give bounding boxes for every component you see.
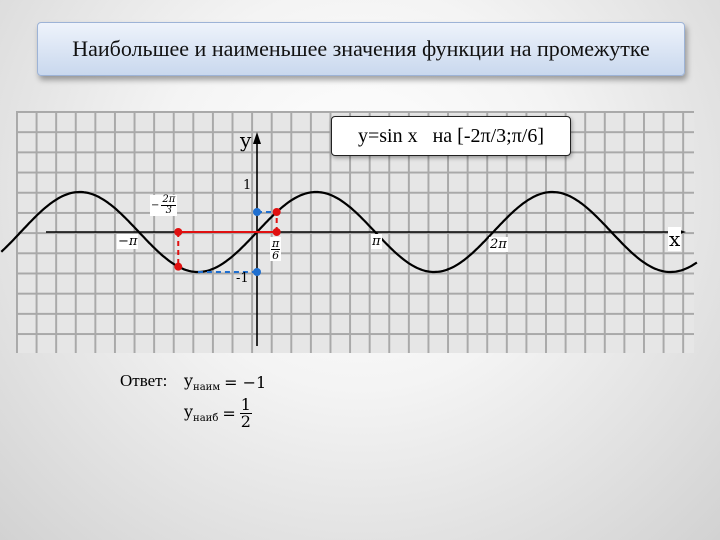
slide-title: Наибольшее и наименьшее значения функции на промежутке <box>37 22 685 76</box>
answer-max-numerator: 1 <box>240 395 251 414</box>
tick-fraction <box>161 195 176 216</box>
y-axis-label: y <box>240 128 252 152</box>
point-left-bound-axis <box>174 228 182 236</box>
tick-numerator: π <box>272 237 280 250</box>
answer-min-sub: наим <box>193 382 221 394</box>
point-right-bound-curve <box>273 208 281 216</box>
answer-max-var: $y_{наиб}$ <box>184 402 219 425</box>
answer-label: Ответ: <box>120 371 168 390</box>
tick-two-pi: 2π <box>490 237 507 252</box>
tick-denominator: 3 <box>165 205 173 216</box>
answer-max <box>184 397 252 430</box>
answer-min <box>184 371 266 393</box>
tick-one: 1 <box>243 178 252 193</box>
tick-sign: − <box>151 200 160 211</box>
point-max-value <box>253 208 261 216</box>
answer-max-sub: наиб <box>193 413 219 425</box>
tick-numerator: 2π <box>162 194 176 205</box>
answer-max-denominator: 2 <box>240 412 251 431</box>
tick-minus-pi: −π <box>118 234 138 249</box>
point-left-bound-curve <box>174 263 182 271</box>
tick-denominator: 6 <box>272 249 280 262</box>
function-label: y=sin x на [-2π/3;π/6] <box>331 116 571 156</box>
point-right-bound-axis <box>273 228 281 236</box>
answer-min-var: $y_{наим}$ <box>184 371 221 394</box>
marked-points <box>174 208 280 276</box>
x-axis-label: x <box>669 227 681 251</box>
tick-pi-over-six <box>270 237 281 261</box>
tick-fraction <box>271 238 280 261</box>
point-min-value <box>253 268 261 276</box>
guide-lines <box>178 212 276 272</box>
answer-max-fraction <box>240 397 252 430</box>
answer-min-value: = −1 <box>224 372 267 392</box>
tick-minus-one: -1 <box>236 271 249 286</box>
tick-pi: π <box>372 234 381 249</box>
answer-max-eq: = <box>222 404 236 423</box>
y-axis-arrow <box>253 132 261 144</box>
tick-minus-two-pi-over-three <box>150 195 177 216</box>
